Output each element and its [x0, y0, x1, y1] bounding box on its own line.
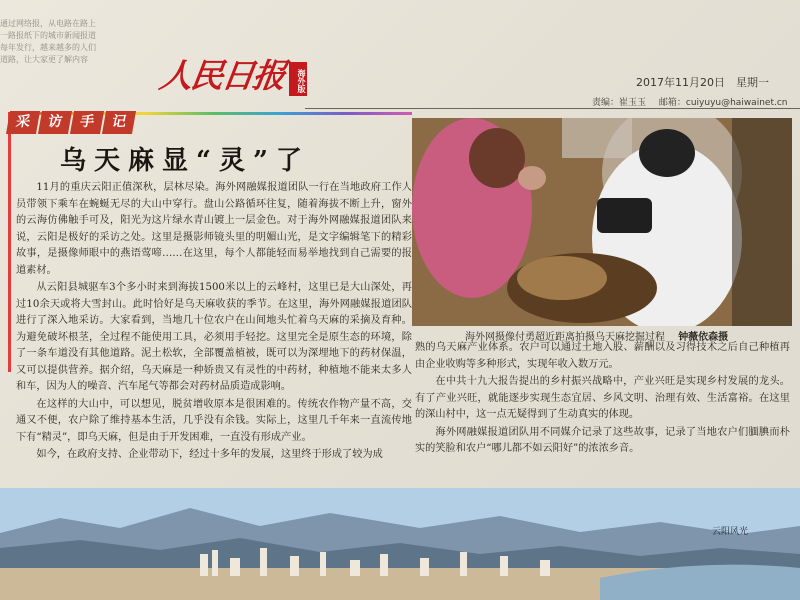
landscape-illustration	[0, 488, 800, 600]
article-photo	[412, 118, 792, 326]
photo-illustration	[412, 118, 792, 326]
photo-caption-text: 海外网摄像付勇超近距离拍摄乌天麻挖掘过程	[465, 332, 665, 343]
article-paragraph: 在这样的大山中，可以想见，脱贫增收原本是很困难的。传统农作物产量不高，交通又不便，农户除了维持基本生活，几乎没有余钱。实际上，这里几千年来一直流传地下有“精灵”，即乌天麻，但是由于开发困难，一直没有形成产业。	[16, 398, 412, 443]
article-paragraph: 在中共十九大报告提出的乡村振兴战略中，产业兴旺是实现乡村发展的龙头。有了产业兴旺，就能逐步实现生态宜居、乡风文明、治理有效、生活富裕。在这里的深山村中，这一点无疑得到了生动真实的体现。	[415, 376, 790, 420]
stray-column-text	[0, 18, 130, 66]
newspaper-logo: 人民日报	[156, 56, 287, 95]
stray-line: 道路，让大家更了解内容	[0, 55, 88, 64]
section-tag-char: 访	[38, 111, 72, 134]
section-tag-char: 记	[102, 111, 136, 134]
article-paragraph: 海外网融媒报道团队用不同媒介记录了这些故事，记录了当地农户们腼腆而朴实的笑脸和农户“哪儿都不如云阳好”的浓浓乡音。	[415, 426, 790, 454]
editor-email: 邮箱：cuiyuyu@haiwainet.cn	[658, 98, 788, 108]
masthead-rule	[305, 108, 800, 109]
article-paragraph: 11月的重庆云阳正值深秋，层林尽染。海外网融媒报道团队一行在当地政府工作人员带领下乘车在蜿蜒无尽的大山中穿行。盘山公路循环往复，随着海拔不断上升，窗外的云海仿佛触手可及，阳光为这片绿水青山镀上一层金色。对于海外网融媒报道团队来说，云阳是极好的采访之处。这里是摄影师镜头里的明媚山光，是文字编辑笔下的精彩故事，是摄像师眼中的燕语莺啼……在这里，每个人都能轻而易举地找到自己需要的报道素材。	[16, 182, 412, 276]
section-tag-char: 手	[70, 111, 104, 134]
article-body-right	[415, 340, 790, 459]
edition-badge: 海外版	[289, 62, 307, 96]
editor-line	[592, 95, 797, 108]
article-body-left	[16, 180, 412, 465]
stray-line: 通过网络报，从电路在路上	[0, 19, 96, 28]
stray-line: 每年发行，越来越多的人们	[0, 43, 96, 52]
landscape-photo	[0, 488, 800, 600]
photo-credit: 钟薇依森摄	[678, 332, 729, 343]
article-paragraph: 熟的乌天麻产业体系。农户可以通过土地入股、薪酬以及习得技术之后自己种植再由企业收购等多种形式，实现年收入数万元。	[415, 342, 790, 370]
stray-line: 一路报纸下的城市新闻报道	[0, 31, 96, 40]
section-tag	[8, 111, 136, 134]
article-headline: 乌天麻显“灵”了	[60, 146, 310, 176]
issue-date: 2017年11月20日 星期一	[636, 76, 769, 89]
article-paragraph: 从云阳县城驱车3个多小时来到海拔1500米以上的云峰村，这里已是大山深处，再过10余天或将大雪封山。此时恰好是乌天麻收获的季节。在这里，海外网融媒报道团队进行了深入地采访。大家看到，当地几十位农户在山间地头忙着乌天麻的采摘及育种。为避免破坏根茎，全过程不能使用工具，必须用手轻挖。这里完全是原生态的环境，除了一条车道没有其他道路。泥土松软，全部覆盖植被，既可以为深埋地下的药材保温，又可以提供营养。据介绍，乌天麻是一种娇贵又有灵性的中药材，种植地不能来太多人和车，因为人的噪音、汽车尾气等都会对药材品质造成影响。	[16, 282, 412, 392]
article-paragraph: 如今，在政府支持、企业带动下，经过十多年的发展，这里终于形成了较为成	[36, 449, 383, 460]
editor-name: 责编：崔玉玉	[592, 98, 647, 108]
landscape-caption: 云阳风光	[712, 527, 749, 537]
section-tag-char: 采	[6, 111, 40, 134]
